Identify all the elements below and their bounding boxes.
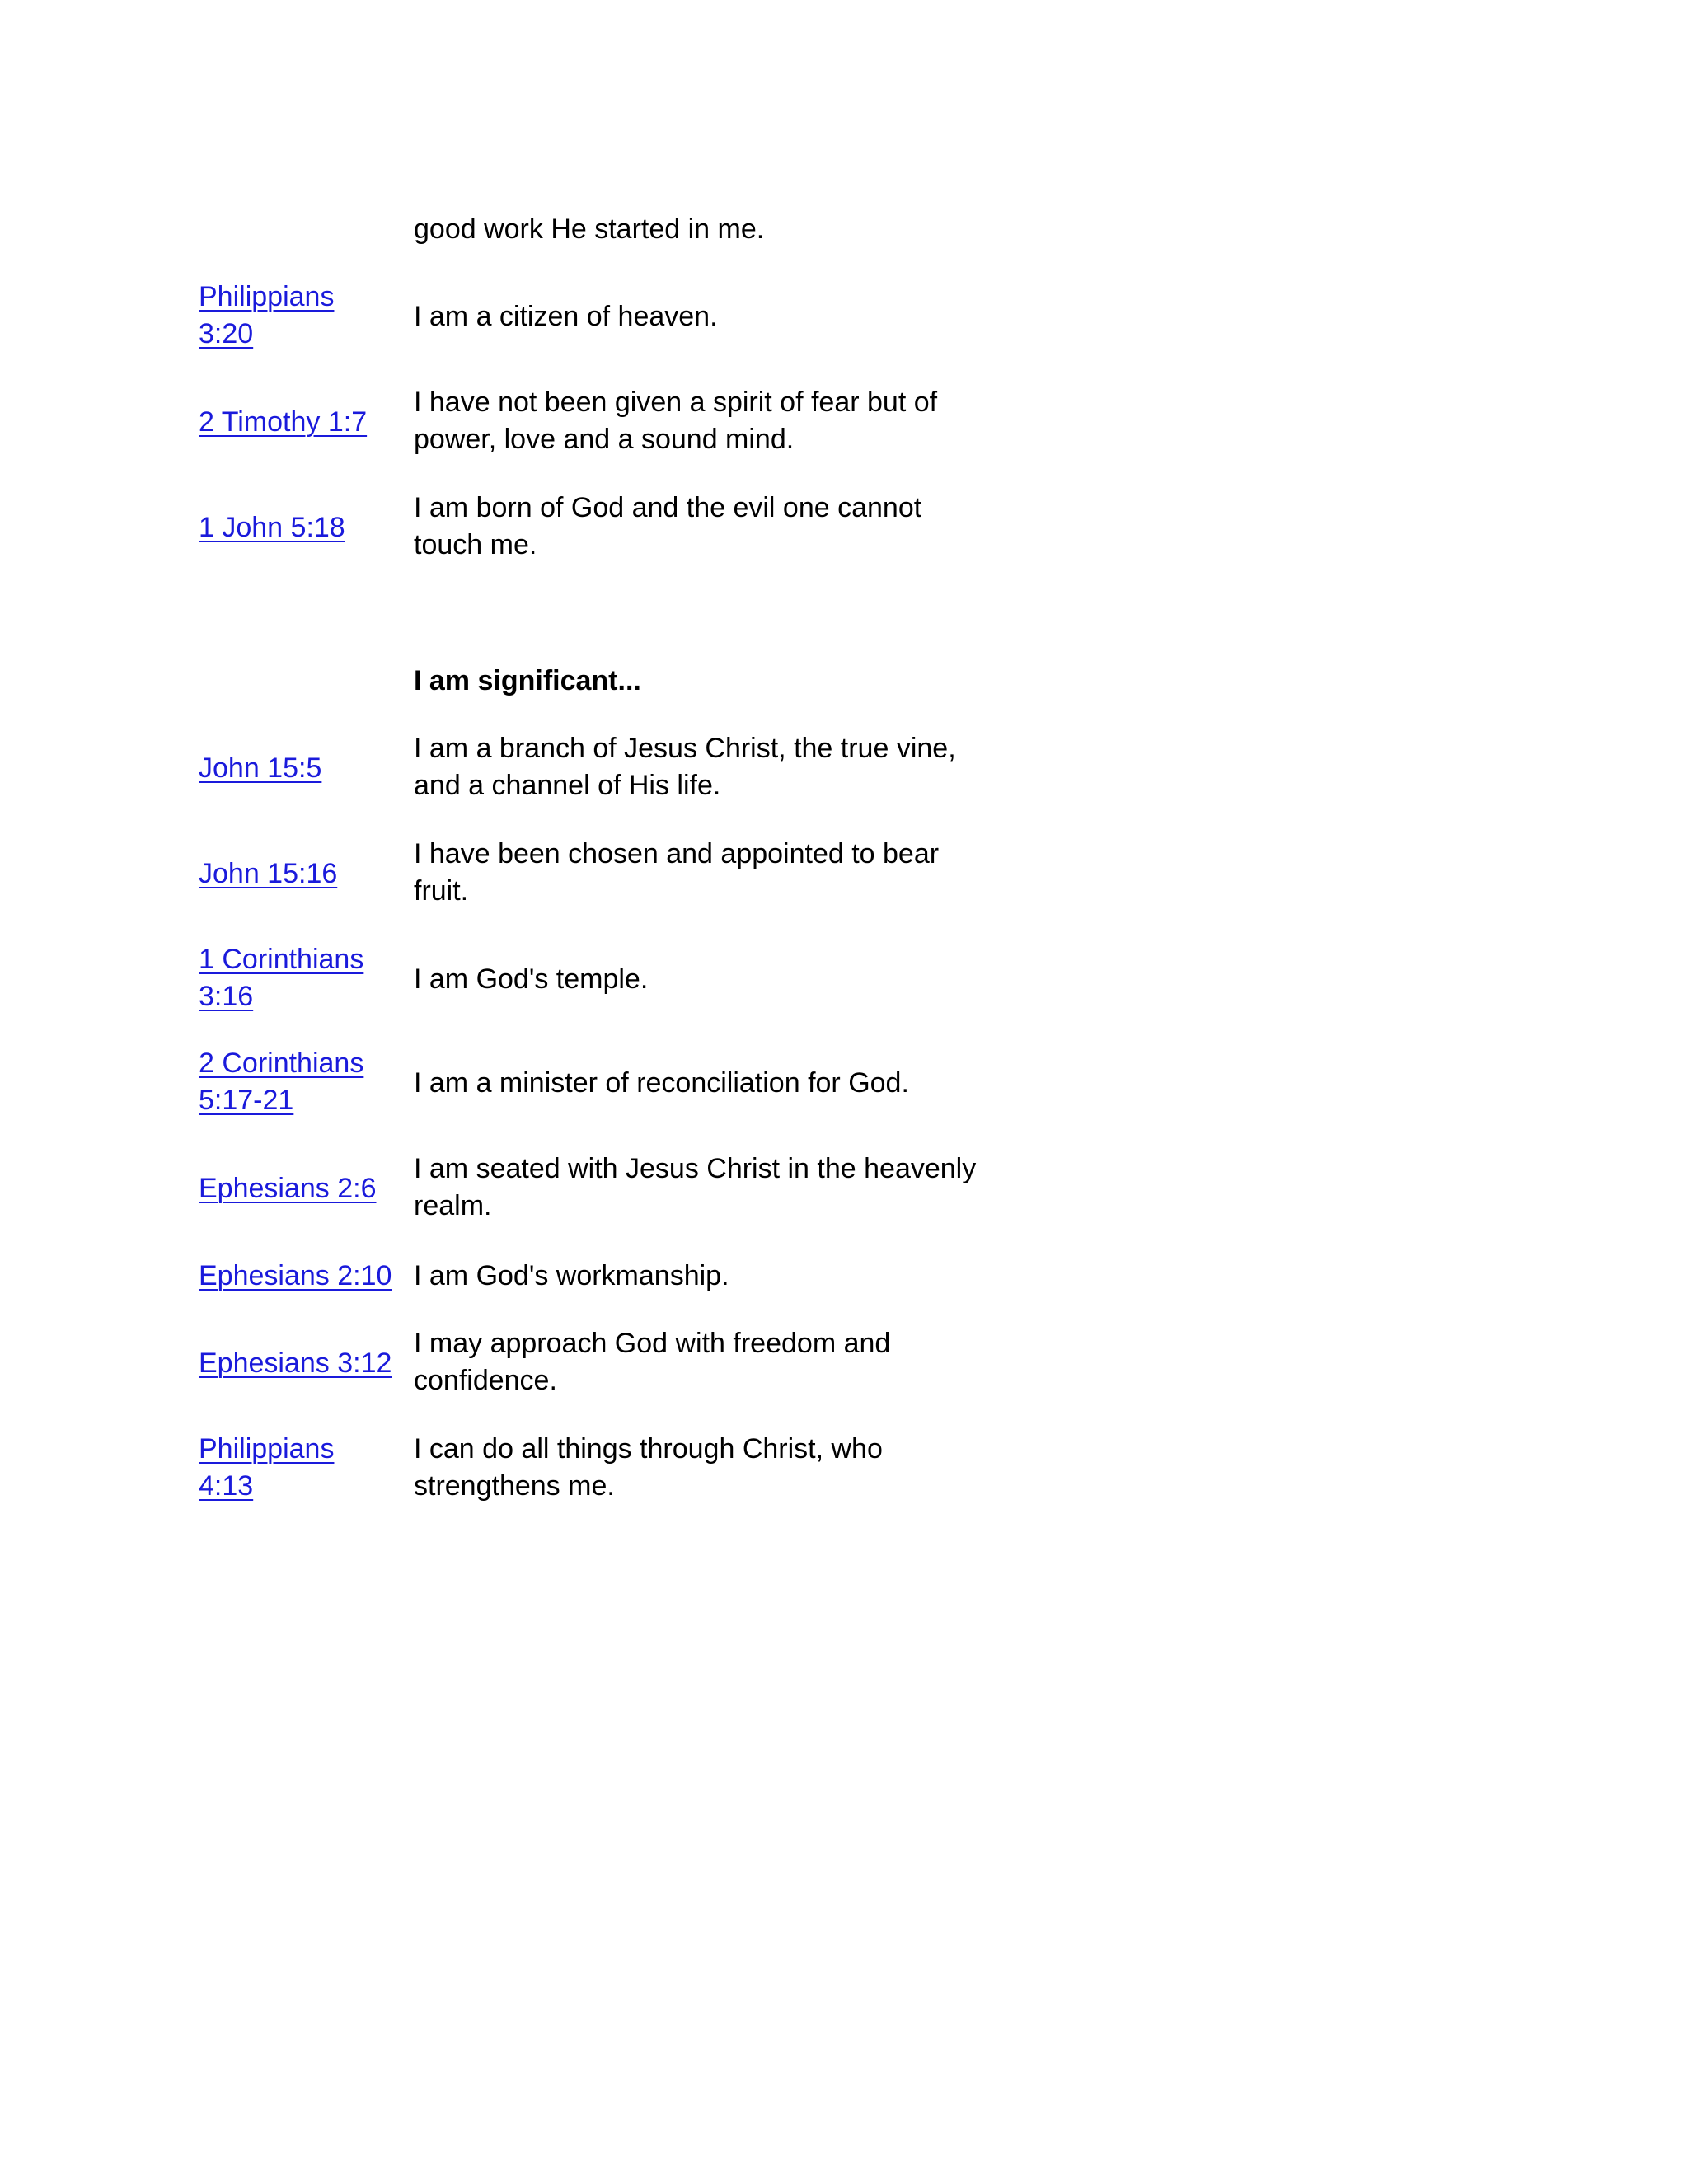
scripture-link-philippians-4-13[interactable]: Philippians 4:13	[199, 1433, 335, 1502]
affirmation-text: I can do all things through Christ, who strengthens me.	[414, 1433, 883, 1502]
continuation-text: good work He started in me.	[414, 213, 765, 245]
scripture-link-2-timothy-1-7[interactable]: 2 Timothy 1:7	[199, 406, 368, 438]
affirmation-text: I may approach God with freedom and confidence.	[414, 1328, 891, 1396]
affirmation-text: I am seated with Jesus Christ in the heavenly realm.	[414, 1153, 977, 1221]
scripture-link-john-15-16[interactable]: John 15:16	[199, 858, 338, 889]
affirmation-text: I am a branch of Jesus Christ, the true vine, and a channel of His life.	[414, 733, 956, 801]
affirmation-text: I am God's workmanship.	[414, 1260, 729, 1291]
scripture-link-1-corinthians-3-16[interactable]: 1 Corinthians 3:16	[199, 944, 364, 1012]
affirmation-text: I have not been given a spirit of fear but of power, love and a sound mind.	[414, 387, 938, 455]
scripture-link-ephesians-3-12[interactable]: Ephesians 3:12	[199, 1347, 392, 1379]
affirmation-text: I have been chosen and appointed to bear fruit.	[414, 838, 940, 907]
scripture-link-ephesians-2-10[interactable]: Ephesians 2:10	[199, 1260, 392, 1291]
scripture-link-john-15-5[interactable]: John 15:5	[199, 752, 322, 784]
affirmation-text: I am born of God and the evil one cannot touch me.	[414, 492, 922, 560]
scripture-link-philippians-3-20[interactable]: Philippians 3:20	[199, 281, 335, 349]
affirmation-text: I am a citizen of heaven.	[414, 301, 718, 332]
section-heading: I am significant...	[414, 665, 641, 696]
affirmation-text: I am a minister of reconciliation for God.	[414, 1067, 909, 1099]
scripture-link-2-corinthians-5-17-21[interactable]: 2 Corinthians 5:17-21	[199, 1047, 364, 1116]
scripture-link-1-john-5-18[interactable]: 1 John 5:18	[199, 512, 345, 543]
scripture-link-ephesians-2-6[interactable]: Ephesians 2:6	[199, 1173, 377, 1204]
affirmation-text: I am God's temple.	[414, 963, 649, 995]
